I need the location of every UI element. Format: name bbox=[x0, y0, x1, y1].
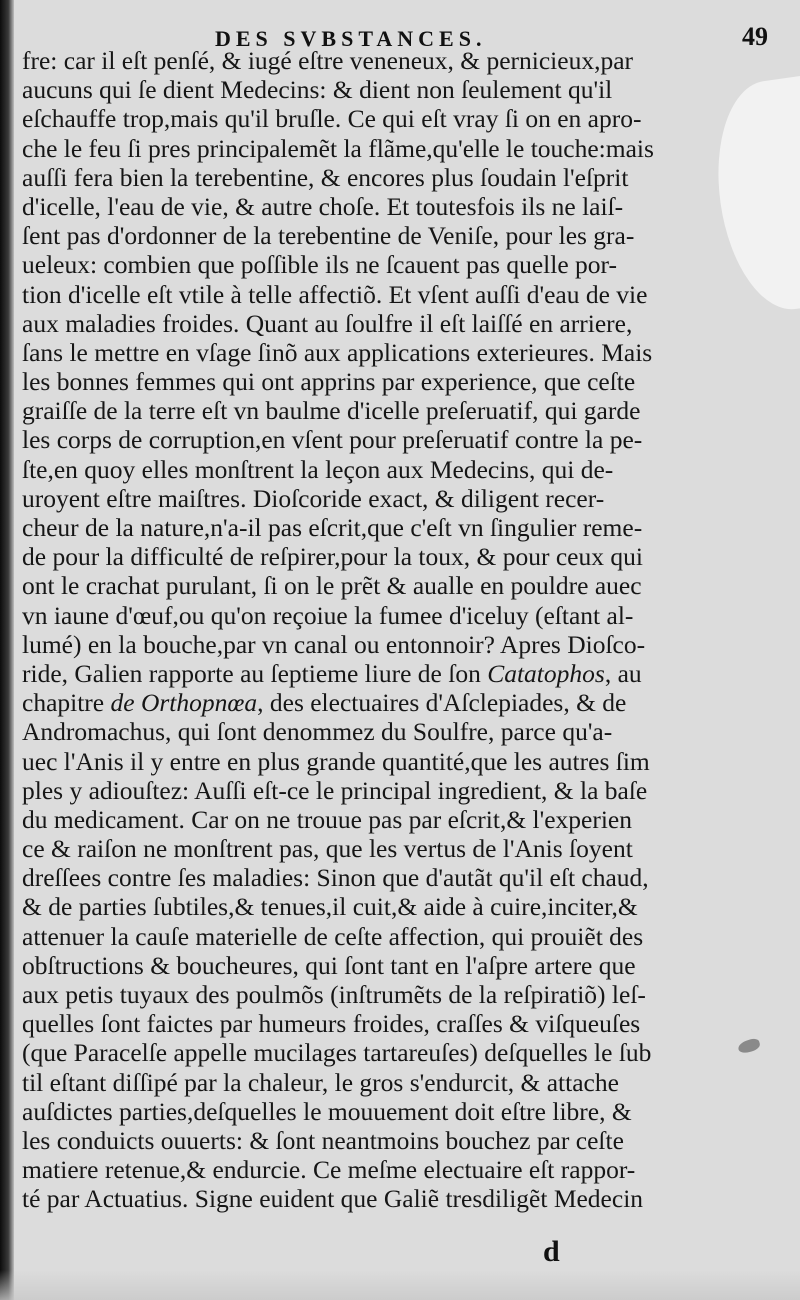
text-line: ſte,en quoy elles monſtrent la leçon aux Medecins, qui de- bbox=[22, 454, 614, 484]
text-line: cheur de la nature,n'a-il pas eſcrit,que c'eſt vn ſingulier reme- bbox=[22, 513, 643, 542]
text-line: té par Actuatius. Signe euident que Galiẽ tresdiligẽt Medecin bbox=[22, 1184, 644, 1214]
text-line: aux petis tuyaux des poulmõs (inſtrumẽts de la reſpiratiõ) leſ- bbox=[22, 980, 646, 1009]
text-line: graiſſe de la terre eſt vn baulme d'icelle preſeruatif, qui garde bbox=[22, 396, 641, 426]
text-line: fre: car il eſt penſé, & iugé eſtre veneneux, & pernicieux,par bbox=[22, 46, 634, 75]
text-line: matiere retenue,& endurcie. Ce meſme electuaire eſt rappor- bbox=[22, 1155, 636, 1185]
text-line: ride, Galien rapporte au ſeptieme liure de ſon Catatophos, au bbox=[22, 658, 642, 688]
body-text bbox=[22, 46, 782, 1214]
text-line: ſent pas d'ordonner de la terebentine de Veniſe, pour les gra- bbox=[22, 221, 635, 251]
text-line: til eſtant diſſipé par la chaleur, le gros s'endurcit, & attache bbox=[22, 1067, 619, 1097]
text-line: du medicament. Car on ne trouue pas par eſcrit,& l'experien bbox=[22, 804, 632, 834]
text-line: vn iaune d'œuf,ou qu'on reçoiue la fumee d'iceluy (eſtant al- bbox=[22, 600, 634, 630]
binding-shadow bbox=[0, 0, 14, 1300]
text-line: ueleux: combien que poſſible ils ne ſcauent pas quelle por- bbox=[22, 250, 618, 280]
italic-term: Catatophos bbox=[487, 658, 605, 688]
text-line: quelles ſont faictes par humeurs froides, craſſes & viſqueuſes bbox=[22, 1009, 641, 1039]
text-line: uroyent eſtre maiſtres. Dioſcoride exact, & diligent recer- bbox=[22, 483, 605, 513]
text-line: & de parties ſubtiles,& tenues,il cuit,& aide à cuire,inciter,& bbox=[22, 892, 638, 922]
text-line: (que Paracelſe appelle mucilages tartareuſes) deſquelles le ſub bbox=[22, 1038, 652, 1068]
text-line: d'icelle, l'eau de vie, & autre choſe. Et toutesfois ils ne laiſ- bbox=[22, 191, 624, 221]
text-line: les conduicts ouuerts: & ſont neantmoins bouchez par ceſte bbox=[22, 1125, 624, 1155]
text-line: les bonnes femmes qui ont apprins par experience, que ceſte bbox=[22, 367, 636, 397]
text-line: ce & raiſon ne monſtrent pas, que les vertus de l'Anis ſoyent bbox=[22, 834, 633, 864]
running-head: DES SVBSTANCES. bbox=[215, 26, 487, 51]
italic-term: de Orthopnœa bbox=[110, 688, 258, 718]
text-line: attenuer la cauſe materielle de ceſte affection, qui prouiẽt des bbox=[22, 921, 644, 951]
text-line: che le feu ſi pres principalemẽt la flãme,qu'elle le touche:mais bbox=[22, 133, 654, 163]
text-line: chapitre de Orthopnœa, des electuaires d'Aſclepiades, & de bbox=[22, 688, 627, 718]
text-line: Andromachus, qui ſont denommez du Soulfre, parce qu'a- bbox=[22, 717, 613, 747]
text-line: ples y adiouſtez: Auſſi eſt-ce le principal ingredient, & la baſe bbox=[22, 775, 648, 805]
bottom-shadow bbox=[0, 1270, 800, 1300]
text-line: de pour la difficulté de reſpirer,pour la toux, & pour ceux qui bbox=[22, 542, 643, 572]
text-line: uec l'Anis il y entre en plus grande quantité,que les autres ſim bbox=[22, 746, 650, 776]
text-line: auſſi fera bien la terebentine, & encores plus ſoudain l'eſprit bbox=[22, 162, 629, 192]
text-line: les corps de corruption,en vſent pour preſeruatif contre la pe- bbox=[22, 425, 643, 455]
text-line: tion d'icelle eſt vtile à telle affectiõ. Et vſent auſſi d'eau de vie bbox=[22, 279, 648, 309]
text-line: aucuns qui ſe dient Medecins: & dient non ſeulement qu'il bbox=[22, 75, 613, 105]
text-line: ont le crachat purulant, ſi on le prẽt & aualle en pouldre auec bbox=[22, 571, 642, 601]
text-line: lumé) en la bouche,par vn canal ou entonnoir? Apres Dioſco- bbox=[22, 629, 646, 659]
text-line: auſdictes parties,deſquelles le mouuement doit eſtre libre, & bbox=[22, 1096, 632, 1126]
text-line: ſans le mettre en vſage ſinõ aux applications exterieures. Mais bbox=[22, 337, 653, 367]
text-line: aux maladies froides. Quant au ſoulfre il eſt laiſſé en arriere, bbox=[22, 308, 633, 338]
text-line: eſchauffe trop,mais qu'il bruſle. Ce qui eſt vray ſi on en apro- bbox=[22, 104, 642, 134]
text-line: dreſſees contre ſes maladies: Sinon que d'autãt qu'il eſt chaud, bbox=[22, 863, 649, 893]
page-number: 49 bbox=[742, 22, 768, 51]
text-line: obſtructions & boucheures, qui ſont tant en l'aſpre artere que bbox=[22, 950, 636, 980]
signature-mark: d bbox=[543, 1235, 560, 1268]
